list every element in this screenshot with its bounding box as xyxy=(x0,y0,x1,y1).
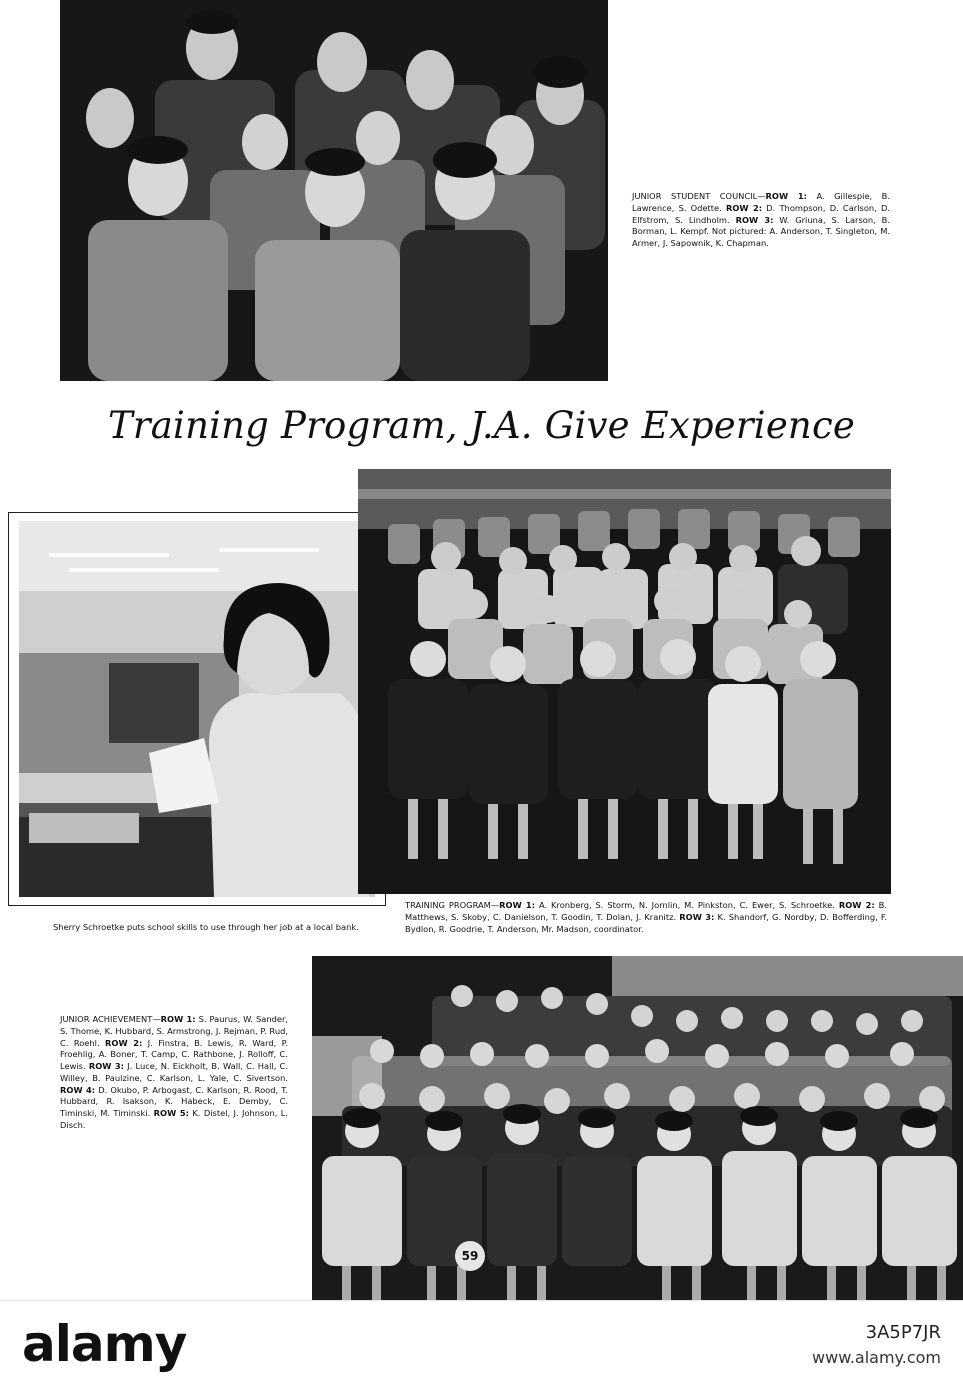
row-label: ROW 3: xyxy=(88,1061,124,1072)
junior-achievement-photo xyxy=(312,956,963,1300)
caption-lead: JUNIOR STUDENT COUNCIL— xyxy=(632,191,766,201)
watermark-info xyxy=(812,1319,941,1370)
row-names: S. Paurus, W. Sander, S. Thome, K. Hubbard, S. Armstrong, J. Rejman, P. Rud, C. Roehl. xyxy=(60,1014,289,1048)
student-council-photo-graphic xyxy=(60,0,608,381)
row-names: D. Okubo, P. Arbogast, C. Karlson, R. Rood, T. Hubbard, R. Isakson, K. Habeck, E. Demby, C. Timinski, M. Timinski. xyxy=(60,1084,288,1119)
row-names: B. Matthews, S. Skoby, C. Danielson, T. Goodin, T. Dolan, J. Kranitz. xyxy=(405,900,887,922)
page-headline: Training Program, J.A. Give Experience xyxy=(108,404,855,447)
row-label: ROW 1: xyxy=(499,900,536,910)
watermark-logo: alamy xyxy=(22,1315,187,1373)
row-label: ROW 1: xyxy=(765,191,807,201)
row-names: J. Luce, N. Eickholt, B. Wall, C. Hall, C. Willey, B. Paulzine, C. Karlson, L. Yale, C. Sivertson. xyxy=(60,1061,288,1083)
bank-photo xyxy=(8,512,386,906)
row-names: K. Shandorf, G. Nordby, D. Bofferding, F. Bydlon, R. Goodrie, T. Anderson, Mr. Madson, coordinator. xyxy=(405,911,888,934)
bank-caption xyxy=(53,922,389,934)
row-names: D. Thompson, D. Carlson, D. Elfstrom, S. Lindholm. xyxy=(632,202,891,225)
training-program-photo-graphic xyxy=(358,469,891,894)
row-names: A. Kronberg, S. Storm, N. Jornlin, M. Pinkston, C. Ewer, S. Schroetke. xyxy=(535,900,839,910)
watermark-url: www.alamy.com xyxy=(812,1348,941,1367)
row-label: ROW 3: xyxy=(679,911,715,922)
caption-lead: JUNIOR ACHIEVEMENT— xyxy=(60,1014,161,1024)
row-names: K. Distel, J. Johnson, L. Disch. xyxy=(60,1108,288,1131)
watermark-strip xyxy=(0,1300,963,1391)
row-label: ROW 4: xyxy=(60,1084,96,1095)
training-program-photo xyxy=(358,469,891,894)
row-label: ROW 3: xyxy=(735,214,774,225)
bank-photo-graphic xyxy=(9,513,385,905)
page-number: 59 xyxy=(455,1241,485,1271)
caption-lead: TRAINING PROGRAM— xyxy=(405,900,500,910)
junior-achievement-photo-graphic xyxy=(312,956,963,1300)
row-label: ROW 2: xyxy=(105,1037,143,1048)
row-names: J. Finstra, B. Lewis, R. Ward, P. Froehlig, A. Boner, T. Camp, C. Rathbone, J. Rolloff, C. Lewis. xyxy=(60,1037,289,1072)
row-names: W. Griuna, S. Larson, B. Borman, L. Kempf. Not pictured: A. Anderson, T. Singleton, M. Armer, J. Sapownik, K. Chapman. xyxy=(632,214,891,249)
row-names: A. Gillespie, B. Lawrence, S. Odette. xyxy=(632,191,891,213)
training-program-caption xyxy=(405,900,887,935)
watermark-image-id: 3A5P7JR xyxy=(865,1322,941,1343)
row-label: ROW 1: xyxy=(160,1014,196,1024)
row-label: ROW 5: xyxy=(153,1108,189,1119)
row-label: ROW 2: xyxy=(838,900,875,910)
student-council-caption xyxy=(632,191,890,250)
student-council-photo xyxy=(60,0,608,381)
bank-caption-text: Sherry Schroetke puts school skills to use through her job at a local bank. xyxy=(53,922,359,932)
junior-achievement-caption xyxy=(60,1014,288,1132)
row-label: ROW 2: xyxy=(725,202,763,213)
